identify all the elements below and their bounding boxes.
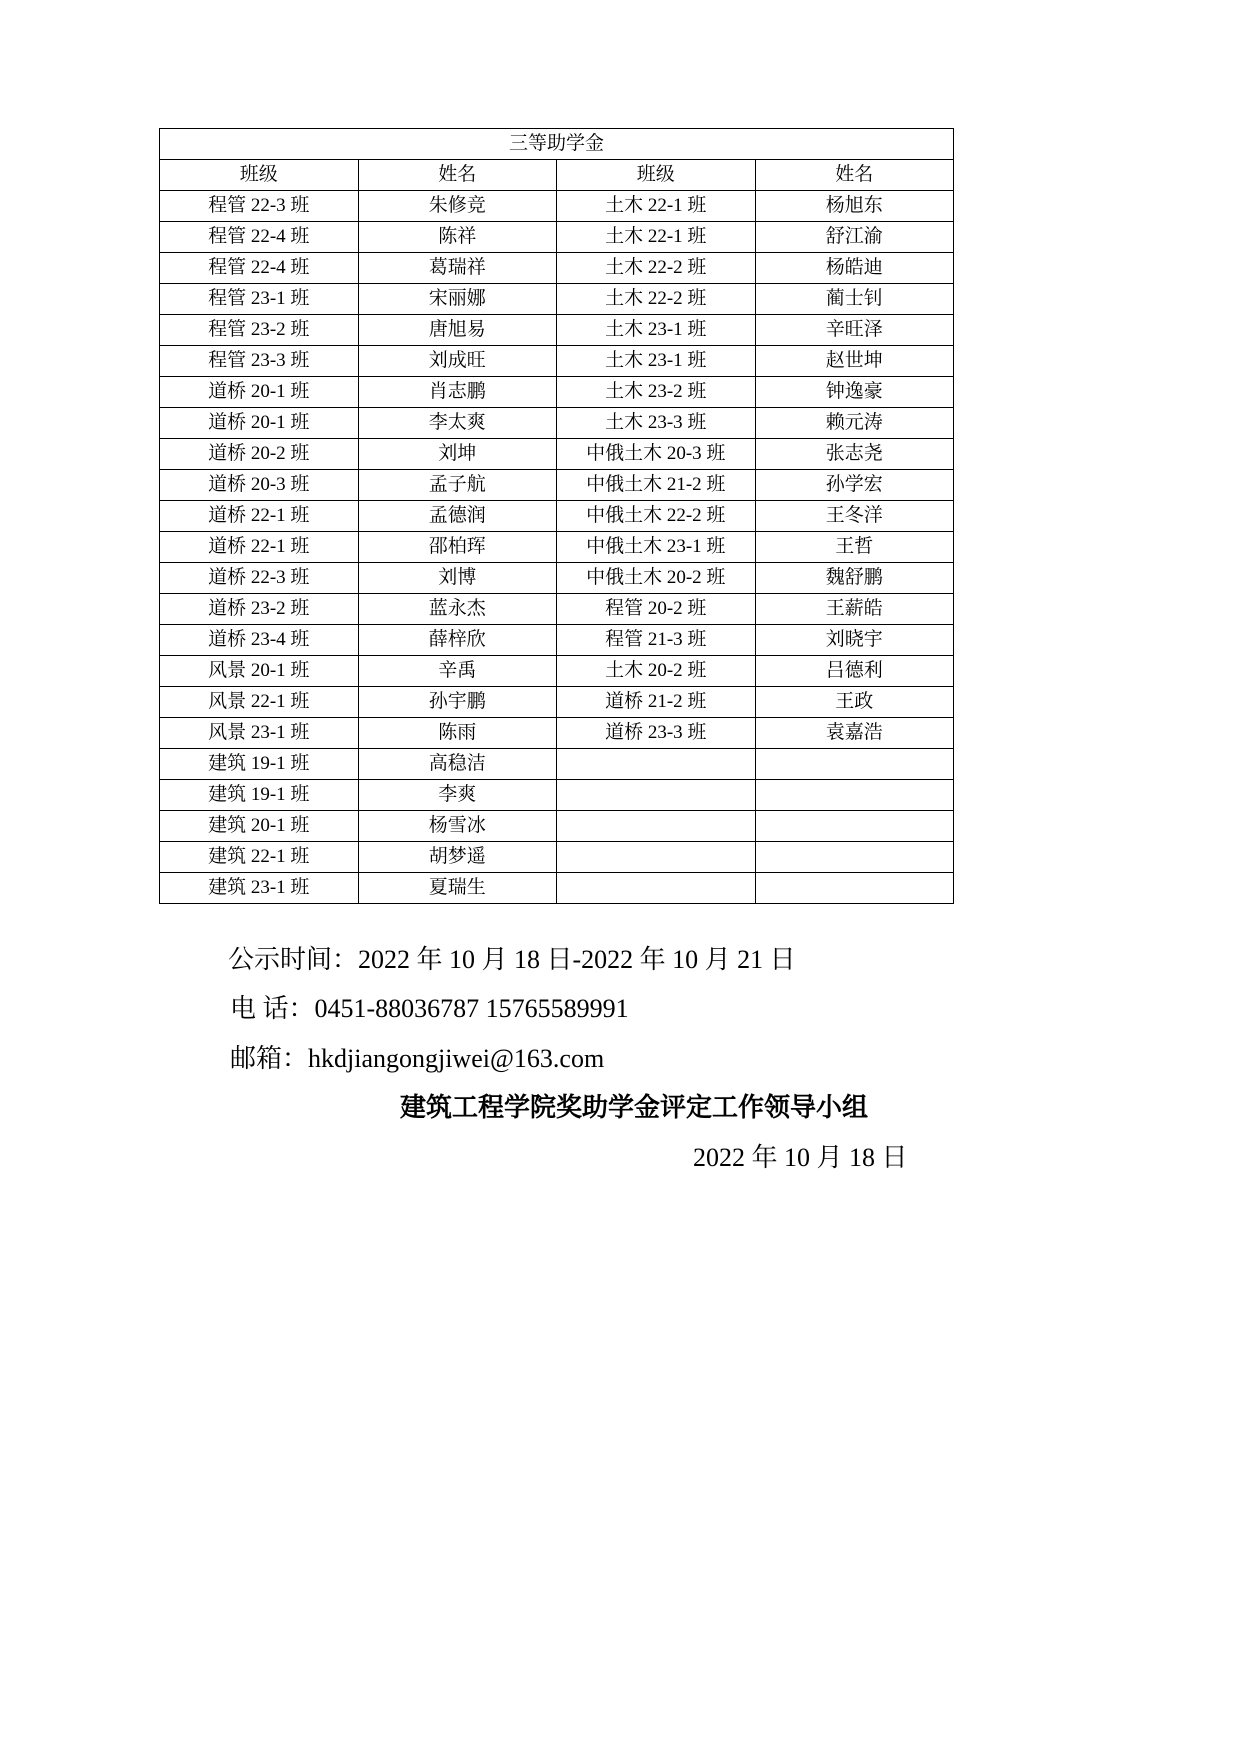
cell-empty bbox=[557, 780, 756, 811]
cell-empty bbox=[557, 873, 756, 904]
cell-class-left: 道桥 22-3 班 bbox=[160, 563, 359, 594]
cell-class-left: 程管 23-3 班 bbox=[160, 346, 359, 377]
header-class-right: 班级 bbox=[557, 160, 756, 191]
cell-class-left: 道桥 22-1 班 bbox=[160, 501, 359, 532]
cell-class-left: 道桥 22-1 班 bbox=[160, 532, 359, 563]
cell-name-left: 刘成旺 bbox=[358, 346, 557, 377]
cell-class-right: 土木 23-1 班 bbox=[557, 346, 756, 377]
cell-name-right: 杨皓迪 bbox=[755, 253, 954, 284]
cell-name-right: 王冬洋 bbox=[755, 501, 954, 532]
table-row bbox=[160, 625, 954, 656]
cell-empty bbox=[557, 811, 756, 842]
cell-class-left: 风景 23-1 班 bbox=[160, 718, 359, 749]
cell-name-left: 邵柏珲 bbox=[358, 532, 557, 563]
table-row bbox=[160, 191, 954, 222]
cell-class-right: 中俄土木 20-2 班 bbox=[557, 563, 756, 594]
cell-name-left: 蓝永杰 bbox=[358, 594, 557, 625]
cell-name-left: 陈祥 bbox=[358, 222, 557, 253]
cell-class-right: 土木 23-1 班 bbox=[557, 315, 756, 346]
cell-name-right: 赖元涛 bbox=[755, 408, 954, 439]
table-row bbox=[160, 346, 954, 377]
table-row bbox=[160, 842, 954, 873]
cell-class-left: 建筑 19-1 班 bbox=[160, 749, 359, 780]
header-name-right: 姓名 bbox=[755, 160, 954, 191]
cell-name-right: 刘晓宇 bbox=[755, 625, 954, 656]
table-row bbox=[160, 315, 954, 346]
cell-empty bbox=[755, 780, 954, 811]
footer-block bbox=[0, 935, 1241, 1182]
cell-empty bbox=[557, 842, 756, 873]
award-table bbox=[159, 128, 954, 904]
table-row bbox=[160, 408, 954, 439]
cell-class-right: 土木 22-2 班 bbox=[557, 284, 756, 315]
table-row bbox=[160, 222, 954, 253]
cell-class-left: 风景 20-1 班 bbox=[160, 656, 359, 687]
cell-class-right: 道桥 23-3 班 bbox=[557, 718, 756, 749]
table-row bbox=[160, 470, 954, 501]
cell-name-right: 蔺士钊 bbox=[755, 284, 954, 315]
cell-empty bbox=[755, 811, 954, 842]
cell-class-right: 程管 21-3 班 bbox=[557, 625, 756, 656]
cell-class-left: 程管 23-1 班 bbox=[160, 284, 359, 315]
cell-name-left: 陈雨 bbox=[358, 718, 557, 749]
cell-class-left: 建筑 19-1 班 bbox=[160, 780, 359, 811]
cell-name-left: 辛禹 bbox=[358, 656, 557, 687]
cell-class-left: 程管 23-2 班 bbox=[160, 315, 359, 346]
cell-name-left: 薛梓欣 bbox=[358, 625, 557, 656]
cell-name-left: 杨雪冰 bbox=[358, 811, 557, 842]
table-row bbox=[160, 749, 954, 780]
table-row bbox=[160, 439, 954, 470]
cell-name-left: 唐旭易 bbox=[358, 315, 557, 346]
cell-empty bbox=[557, 749, 756, 780]
cell-name-right: 张志尧 bbox=[755, 439, 954, 470]
cell-name-right: 舒江渝 bbox=[755, 222, 954, 253]
cell-class-left: 程管 22-3 班 bbox=[160, 191, 359, 222]
table-row bbox=[160, 284, 954, 315]
cell-name-right: 杨旭东 bbox=[755, 191, 954, 222]
cell-class-right: 中俄土木 20-3 班 bbox=[557, 439, 756, 470]
table-row bbox=[160, 718, 954, 749]
cell-empty bbox=[755, 842, 954, 873]
date-line: 2022 年 10 月 18 日 bbox=[693, 1142, 908, 1172]
email-line: 邮箱：hkdjiangongjiwei@163.com bbox=[230, 1043, 605, 1073]
table-row bbox=[160, 532, 954, 563]
cell-empty bbox=[755, 873, 954, 904]
cell-name-left: 孟德润 bbox=[358, 501, 557, 532]
award-table-container bbox=[159, 128, 954, 904]
cell-class-left: 道桥 23-2 班 bbox=[160, 594, 359, 625]
table-row bbox=[160, 253, 954, 284]
table-title: 三等助学金 bbox=[160, 129, 954, 160]
award-table-body bbox=[160, 129, 954, 904]
table-row bbox=[160, 656, 954, 687]
phone-line: 电 话：0451-88036787 15765589991 bbox=[230, 994, 629, 1024]
cell-name-right: 钟逸豪 bbox=[755, 377, 954, 408]
cell-class-right: 土木 22-1 班 bbox=[557, 222, 756, 253]
cell-class-right: 中俄土木 23-1 班 bbox=[557, 532, 756, 563]
cell-class-right: 土木 23-3 班 bbox=[557, 408, 756, 439]
cell-class-left: 程管 22-4 班 bbox=[160, 222, 359, 253]
cell-class-right: 中俄土木 22-2 班 bbox=[557, 501, 756, 532]
cell-class-right: 土木 22-1 班 bbox=[557, 191, 756, 222]
table-row bbox=[160, 780, 954, 811]
cell-name-left: 葛瑞祥 bbox=[358, 253, 557, 284]
cell-name-left: 李太爽 bbox=[358, 408, 557, 439]
header-name-left: 姓名 bbox=[358, 160, 557, 191]
cell-class-left: 建筑 22-1 班 bbox=[160, 842, 359, 873]
cell-class-right: 土木 20-2 班 bbox=[557, 656, 756, 687]
cell-class-left: 道桥 23-4 班 bbox=[160, 625, 359, 656]
cell-name-right: 赵世坤 bbox=[755, 346, 954, 377]
cell-name-right: 王薪皓 bbox=[755, 594, 954, 625]
cell-class-right: 土木 23-2 班 bbox=[557, 377, 756, 408]
table-row bbox=[160, 501, 954, 532]
cell-name-left: 夏瑞生 bbox=[358, 873, 557, 904]
organization-line: 建筑工程学院奖助学金评定工作领导小组 bbox=[400, 1093, 869, 1123]
cell-name-right: 袁嘉浩 bbox=[755, 718, 954, 749]
cell-class-left: 道桥 20-2 班 bbox=[160, 439, 359, 470]
cell-name-right: 王政 bbox=[755, 687, 954, 718]
table-row bbox=[160, 594, 954, 625]
cell-name-right: 孙学宏 bbox=[755, 470, 954, 501]
cell-class-right: 土木 22-2 班 bbox=[557, 253, 756, 284]
cell-name-left: 朱修竞 bbox=[358, 191, 557, 222]
cell-name-left: 刘博 bbox=[358, 563, 557, 594]
table-row bbox=[160, 811, 954, 842]
cell-class-left: 道桥 20-1 班 bbox=[160, 377, 359, 408]
cell-class-left: 风景 22-1 班 bbox=[160, 687, 359, 718]
cell-name-left: 刘坤 bbox=[358, 439, 557, 470]
cell-class-left: 建筑 23-1 班 bbox=[160, 873, 359, 904]
cell-class-right: 中俄土木 21-2 班 bbox=[557, 470, 756, 501]
table-row bbox=[160, 563, 954, 594]
table-row bbox=[160, 873, 954, 904]
table-title-row bbox=[160, 129, 954, 160]
cell-class-left: 程管 22-4 班 bbox=[160, 253, 359, 284]
cell-name-right: 魏舒鹏 bbox=[755, 563, 954, 594]
cell-name-right: 辛旺泽 bbox=[755, 315, 954, 346]
cell-class-left: 建筑 20-1 班 bbox=[160, 811, 359, 842]
cell-class-left: 道桥 20-1 班 bbox=[160, 408, 359, 439]
table-row bbox=[160, 377, 954, 408]
cell-class-right: 道桥 21-2 班 bbox=[557, 687, 756, 718]
cell-name-left: 孙宇鹏 bbox=[358, 687, 557, 718]
cell-name-left: 高稳洁 bbox=[358, 749, 557, 780]
cell-name-left: 李爽 bbox=[358, 780, 557, 811]
publicity-period-line: 公示时间：2022 年 10 月 18 日-2022 年 10 月 21 日 bbox=[228, 945, 796, 974]
cell-class-left: 道桥 20-3 班 bbox=[160, 470, 359, 501]
cell-name-left: 胡梦遥 bbox=[358, 842, 557, 873]
cell-name-right: 吕德利 bbox=[755, 656, 954, 687]
cell-name-left: 孟子航 bbox=[358, 470, 557, 501]
cell-class-right: 程管 20-2 班 bbox=[557, 594, 756, 625]
table-row bbox=[160, 687, 954, 718]
header-class-left: 班级 bbox=[160, 160, 359, 191]
cell-empty bbox=[755, 749, 954, 780]
cell-name-left: 肖志鹏 bbox=[358, 377, 557, 408]
cell-name-right: 王哲 bbox=[755, 532, 954, 563]
table-header-row bbox=[160, 160, 954, 191]
cell-name-left: 宋丽娜 bbox=[358, 284, 557, 315]
